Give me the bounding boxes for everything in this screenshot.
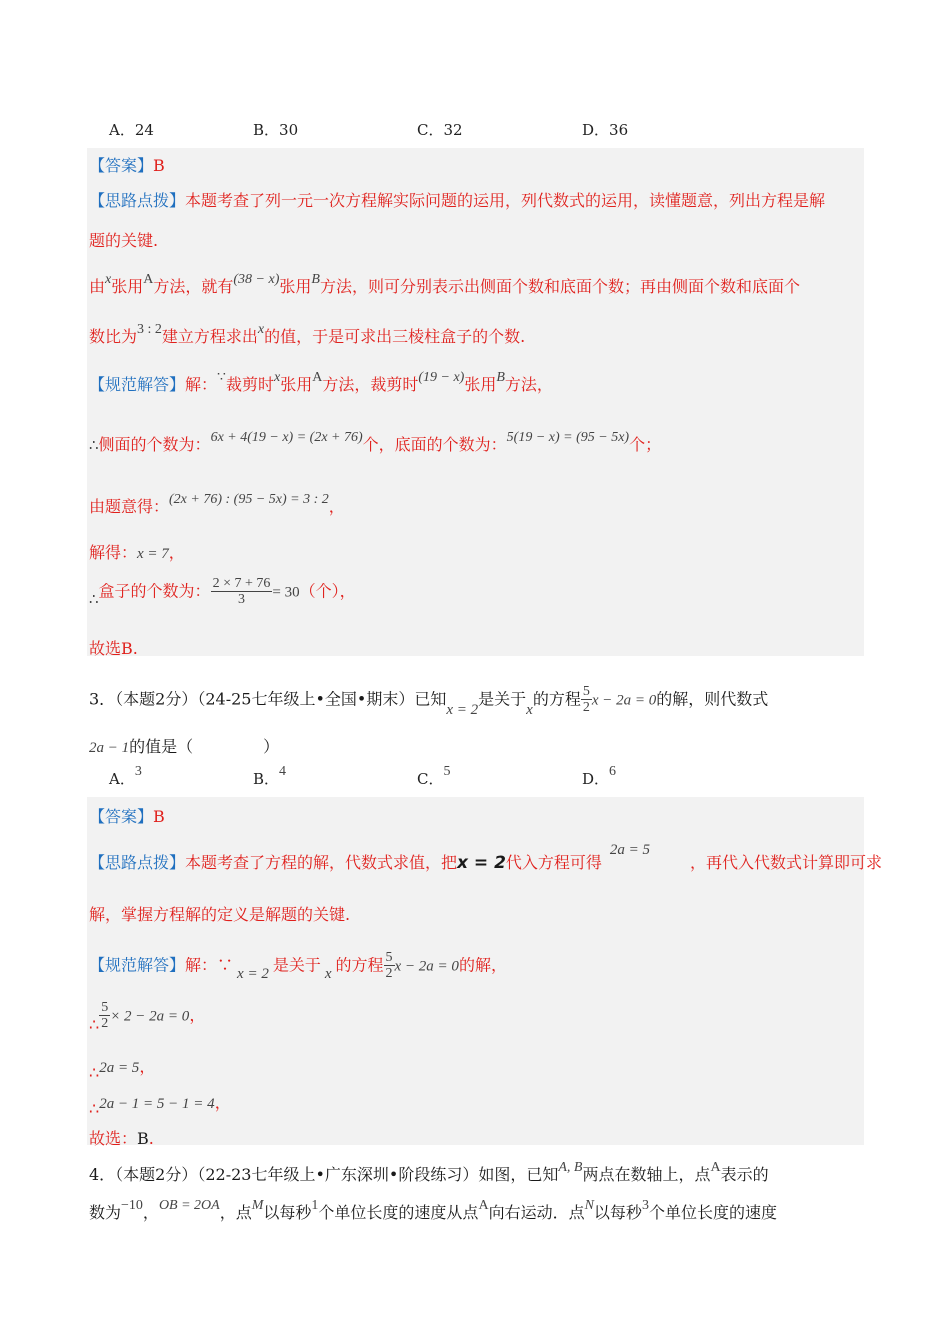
math-side-count: 6x + 4(19 − x) = (2x + 76): [210, 430, 363, 445]
text: 以每秒: [263, 1203, 312, 1222]
q3-solve-line-2: [89, 1000, 206, 1035]
text: 向右运动．点: [488, 1203, 585, 1222]
math-neg-10: −10: [121, 1198, 143, 1213]
answer-value: B: [137, 1129, 149, 1148]
fraction: [211, 576, 273, 608]
text: 个单位长度的速度从点: [318, 1203, 479, 1222]
text: 方法，就有: [153, 277, 234, 296]
text: 裁剪时: [225, 375, 274, 394]
math-ratio-equation: (2x + 76) : (95 − 5x) = 3 : 2: [169, 492, 329, 507]
math-n: N: [584, 1198, 594, 1213]
q2-choose-line: 故选B.: [89, 639, 138, 658]
q3-stem-line-2: [89, 734, 279, 757]
text: 的方程: [532, 689, 581, 709]
text: 解得：: [89, 543, 138, 562]
text: 4．（本题2分）（22-23七年级上•广东深圳•阶段练习）如图，已知: [89, 1165, 559, 1184]
text: 的解，则代数式: [656, 689, 769, 709]
math-x-equals-2: x = 2: [237, 966, 269, 983]
therefore-symbol: ∴: [89, 1063, 100, 1082]
text: 张用: [111, 277, 144, 296]
q3-option-d[interactable]: [582, 764, 617, 789]
text: 张用: [464, 375, 497, 394]
text: 个；: [629, 435, 662, 454]
text: ，: [142, 1203, 159, 1222]
because-symbol: ∵: [217, 370, 226, 385]
text: 数比为: [89, 327, 138, 346]
math-a: A: [710, 1160, 721, 1175]
math-a: A: [143, 272, 154, 287]
math-equation: x − 2a = 0: [591, 692, 657, 709]
text: 张用: [280, 375, 313, 394]
q2-hint-line-2: 题的关键.: [89, 231, 159, 250]
text: 的值是（: [129, 737, 194, 756]
text: 故选：: [89, 1129, 138, 1148]
q2-hint-line-3: [89, 274, 800, 297]
math-a-b: A, B: [558, 1160, 583, 1175]
q2-solve-line-3: [89, 494, 345, 517]
text: ，: [214, 1093, 231, 1112]
text: 以每秒: [593, 1203, 642, 1222]
option-label: D．: [582, 770, 610, 788]
q2-solve-line-5: [89, 576, 356, 608]
math-x: x: [526, 702, 533, 719]
answer-value: B: [153, 807, 165, 826]
text: 由: [89, 277, 106, 296]
text: 两点在数轴上，点: [582, 1165, 711, 1184]
text: 张用: [279, 277, 312, 296]
text: 解：: [185, 955, 218, 975]
q3-answer-line: [89, 804, 165, 827]
math-3: 3: [641, 1198, 649, 1213]
q2-solve-line-1: [89, 372, 553, 395]
text: 的解，: [458, 955, 507, 975]
text: 代入方程可得: [505, 853, 602, 872]
math-2a-equals-5: 2a = 5: [99, 1060, 140, 1076]
q2-option-b[interactable]: B．30: [253, 121, 299, 139]
text: 方法，: [504, 375, 553, 394]
math-x: x: [257, 322, 265, 337]
math-2a-equals-5: 2a = 5: [609, 842, 651, 858]
math-evaluation: 2a − 1 = 5 − 1 = 4: [99, 1096, 215, 1112]
text: 解：: [185, 375, 218, 394]
text: 建立方程求出: [161, 327, 258, 346]
fraction-denominator: 2: [385, 966, 393, 982]
q3-solve-line-4: [89, 1090, 231, 1118]
text: 由题意得：: [89, 497, 170, 516]
text: 3．（本题2分）（24-25七年级上•全国•期末）已知: [89, 689, 447, 709]
q3-option-c[interactable]: [417, 764, 451, 789]
text: 侧面的个数为：: [98, 435, 211, 454]
hint-label: 【思路点拨】: [89, 191, 186, 210]
fraction-numerator: 5: [385, 950, 393, 965]
math-a: A: [312, 370, 323, 385]
fraction-numerator: 5: [101, 1000, 109, 1015]
fraction-denominator: 2: [101, 1016, 109, 1032]
option-value: 3: [134, 764, 142, 779]
text: 本题考查了方程的解，代数式求值，把: [185, 853, 458, 872]
math-1: 1: [311, 1198, 319, 1213]
math-equation: x − 2a = 0: [394, 958, 459, 975]
math-ob-equals-2oa: OB = 2OA: [158, 1198, 220, 1213]
text: ，: [328, 497, 345, 516]
q3-choose-line: [89, 1126, 154, 1149]
math-38-minus-x: (38 − x): [233, 272, 280, 287]
q2-hint-line-1: [89, 188, 825, 211]
fraction-numerator: 5: [582, 684, 590, 699]
q3-solve-line-3: [89, 1054, 156, 1082]
hint-label: 【思路点拨】: [89, 853, 186, 872]
answer-label: 【答案】: [89, 807, 154, 826]
q4-stem-line-2: [89, 1200, 777, 1223]
text: 数为: [89, 1203, 122, 1222]
text: 是关于: [272, 955, 321, 975]
fraction: [99, 1000, 110, 1032]
solve-label: 【规范解答】: [89, 375, 186, 394]
math-m: M: [251, 1198, 264, 1213]
math-bottom-count: 5(19 − x) = (95 − 5x): [506, 430, 630, 445]
text: .: [148, 1129, 154, 1148]
option-label: C．: [417, 770, 444, 788]
text: （个），: [299, 581, 356, 601]
option-label: B．: [253, 770, 280, 788]
math-x-equals-2: x = 2: [446, 702, 479, 719]
text: 盒子的个数为：: [98, 581, 211, 601]
q2-option-a[interactable]: A．24: [109, 121, 154, 139]
answer-value: B: [153, 156, 165, 175]
math-ratio: 3 : 2: [137, 322, 162, 337]
option-value: 5: [443, 764, 451, 779]
math-a: A: [478, 1198, 489, 1213]
math-b: B: [496, 370, 505, 385]
math-x: x: [105, 272, 112, 287]
q3-hint-line-2: 解，掌握方程解的定义是解题的关键.: [89, 905, 351, 924]
text: 表示的: [720, 1165, 769, 1184]
text: ，: [189, 1005, 206, 1025]
q2-option-c[interactable]: C．32: [417, 121, 463, 139]
math-19-minus-x: (19 − x): [418, 370, 465, 385]
text: 方法，裁剪时: [322, 375, 419, 394]
q3-option-a[interactable]: [109, 764, 142, 789]
q3-hint-line-1: [89, 842, 883, 873]
fraction: [384, 950, 395, 982]
therefore-symbol: ∴: [89, 1099, 100, 1118]
fraction-numerator: 2 × 7 + 76: [212, 576, 271, 591]
text: ）: [263, 737, 280, 756]
math-expression: 2a − 1: [89, 740, 130, 756]
q3-stem-line-1: [89, 684, 769, 719]
therefore-symbol: ∴: [89, 438, 99, 454]
math-b: B: [311, 272, 320, 287]
text: 的方程: [335, 955, 384, 975]
text: 方法，则可分别表示出侧面个数和底面个数；再由侧面个数和底面个: [319, 277, 800, 296]
math-x: x: [324, 966, 332, 983]
therefore-symbol: ∴: [89, 592, 99, 609]
q4-stem-line-1: [89, 1162, 769, 1185]
math-x-equals-2: x = 2: [457, 853, 506, 873]
fraction-denominator: 3: [237, 592, 245, 608]
option-value: 4: [279, 764, 287, 779]
math-substitution: × 2 − 2a = 0: [110, 1008, 190, 1025]
math-solution: x = 7: [137, 546, 169, 562]
hint-text: 本题考查了列一元一次方程解实际问题的运用，列代数式的运用，读懂题意，列出方程是解: [185, 191, 826, 210]
text: 个，底面的个数为：: [362, 435, 507, 454]
fraction-denominator: 2: [582, 700, 590, 716]
text: 个单位长度的速度: [648, 1203, 777, 1222]
solve-label: 【规范解答】: [89, 955, 186, 975]
option-label: A．: [109, 770, 135, 788]
fraction: [581, 684, 592, 716]
text: 是关于: [478, 689, 527, 709]
q3-option-b[interactable]: [253, 764, 287, 789]
text: ，点: [219, 1203, 252, 1222]
answer-label: 【答案】: [89, 156, 154, 175]
option-value: 6: [609, 764, 617, 779]
text: ，: [168, 543, 185, 562]
text: ，: [139, 1057, 156, 1076]
q2-hint-line-4: [89, 324, 525, 347]
q2-answer-line: [89, 153, 165, 176]
because-symbol: ∵: [217, 955, 234, 975]
q2-solve-line-4: [89, 540, 185, 563]
text: 的值，于是可求出三棱柱盒子的个数.: [264, 327, 526, 346]
therefore-symbol: ∴: [89, 1015, 100, 1035]
q2-option-d[interactable]: D．36: [582, 121, 629, 139]
math-x: x: [273, 370, 281, 385]
q2-solve-line-2: [89, 432, 661, 455]
text: ，再代入代数式计算即可求: [690, 853, 883, 872]
q3-solve-line-1: [89, 950, 507, 982]
math-result: = 30: [272, 584, 300, 601]
